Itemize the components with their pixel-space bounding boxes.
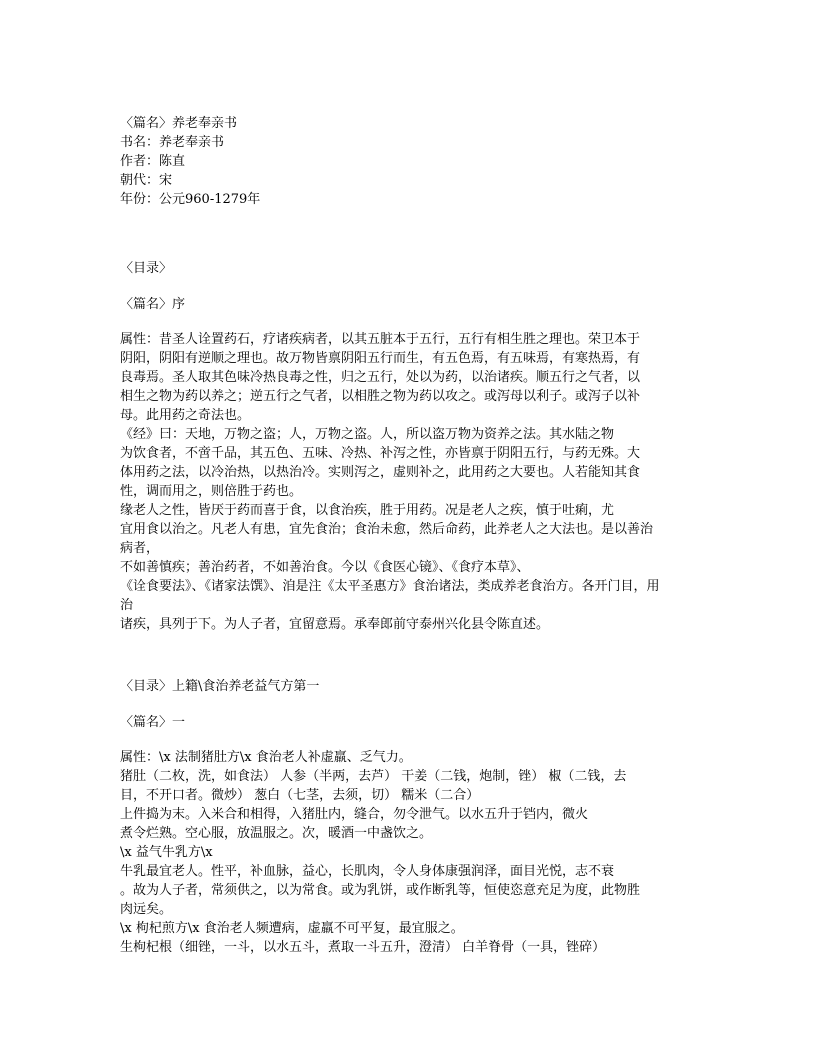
section-title: 〈篇名〉一	[120, 715, 186, 730]
section-heading-preface	[120, 295, 704, 314]
paragraph-line: 性，调而用之，则倍胜于药也。	[120, 484, 303, 499]
paragraph-line: 相生之物为药以养之；逆五行之气者，以相胜之物为药以攻之。或泻母以利子。或泻子以补	[120, 389, 641, 404]
toc-heading-chapter	[120, 677, 704, 696]
paragraph-line: 《诠食要法》、《诸家法馔》、洎是注《太平圣惠方》食治诸法，类成养老食治方。各开门目，用	[120, 579, 660, 594]
paragraph-line: 牛乳最宜老人。性平，补血脉，益心，长肌肉，令人身体康强润泽，面目光悦，志不衰	[120, 864, 615, 879]
section-title: 〈篇名〉序	[120, 297, 186, 312]
paragraph-line: 病者，	[120, 541, 160, 556]
paragraph-line: 。故为人子者，常须供之，以为常食。或为乳饼，或作断乳等，恒使恣意充足为度，此物胜	[120, 883, 641, 898]
paragraph-line: 煮令烂熟。空心服，放温服之。次，暖酒一中盏饮之。	[120, 826, 433, 841]
book-name-line: 书名：养老奉亲书	[120, 135, 225, 150]
paragraph-line: 母。此用药之奇法也。	[120, 408, 251, 423]
author-line: 作者：陈直	[120, 154, 186, 169]
paragraph-line: 肉远矣。	[120, 902, 173, 917]
paragraph-line: 缘老人之性，皆厌于药而喜于食，以食治疾，胜于用药。况是老人之疾，慎于吐痢，尤	[120, 503, 615, 518]
toc-label: 〈目录〉	[120, 261, 173, 276]
dynasty-line: 朝代：宋	[120, 173, 173, 188]
paragraph-line: 不如善慎疾；善治药者，不如善治食。今以《食医心镜》、《食疗本草》、	[120, 560, 530, 575]
paragraph-line: 宜用食以治之。凡老人有患，宜先食治；食治未愈，然后命药，此养老人之大法也。是以善治	[120, 522, 654, 537]
paragraph-line: 良毒焉。圣人取其色味冷热良毒之性，归之五行，处以为药，以治诸疾。顺五行之气者，以	[120, 370, 641, 385]
paragraph-line: 上件捣为末。入米合和相得，入猪肚内，缝合，勿令泄气。以水五升于铛内，微火	[120, 807, 589, 822]
paragraph-line: 体用药之法，以冷治热，以热治冷。实则泻之，虚则补之，此用药之大要也。人若能知其食	[120, 465, 641, 480]
paragraph-line: \x 益气牛乳方\x	[120, 845, 213, 860]
preface-body	[120, 330, 704, 634]
year-line: 年份：公元960-1279年	[120, 192, 261, 207]
paragraph-line: 属性：昔圣人诠置药石，疗诸疾病者，以其五脏本于五行，五行有相生胜之理也。荣卫本于	[120, 332, 641, 347]
paragraph-line: 目，不开口者。微炒） 葱白（七茎，去须，切） 糯米（二合）	[120, 788, 480, 803]
toc-chapter-label: 〈目录〉上籍\食治养老益气方第一	[120, 679, 320, 694]
paragraph-line: 为饮食者，不啻千品，其五色、五味、冷热、补泻之性，亦皆禀于阴阳五行，与药无殊。大	[120, 446, 641, 461]
recipes-body	[120, 748, 704, 957]
paragraph-line: 猪肚（二枚，洗，如食法） 人参（半两，去芦） 干姜（二钱，炮制，锉） 椒（二钱，去	[120, 769, 627, 784]
paragraph-line: 诸疾，具列于下。为人子者，宜留意焉。承奉郎前守泰州兴化县令陈直述。	[120, 617, 550, 632]
paragraph-line: 生枸杞根（细锉，一斗，以水五斗，煮取一斗五升，澄清） 白羊脊骨（一具，锉碎）	[120, 940, 606, 955]
paragraph-line: 属性：\x 法制猪肚方\x 食治老人补虚羸、乏气力。	[120, 750, 412, 765]
paragraph-line: \x 枸杞煎方\x 食治老人频遭病，虚羸不可平复，最宜服之。	[120, 921, 464, 936]
toc-heading	[120, 259, 704, 278]
section-heading-one	[120, 713, 704, 732]
paragraph-line: 治	[120, 598, 134, 613]
paragraph-line: 《经》曰：天地，万物之盗；人，万物之盗。人，所以盗万物为资养之法。其水陆之物	[120, 427, 615, 442]
paragraph-line: 阴阳，阴阳有逆顺之理也。故万物皆禀阴阳五行而生，有五色焉，有五味焉，有寒热焉，有	[120, 351, 641, 366]
chapter-title-line: 〈篇名〉养老奉亲书	[120, 116, 238, 131]
book-metadata	[120, 114, 704, 209]
